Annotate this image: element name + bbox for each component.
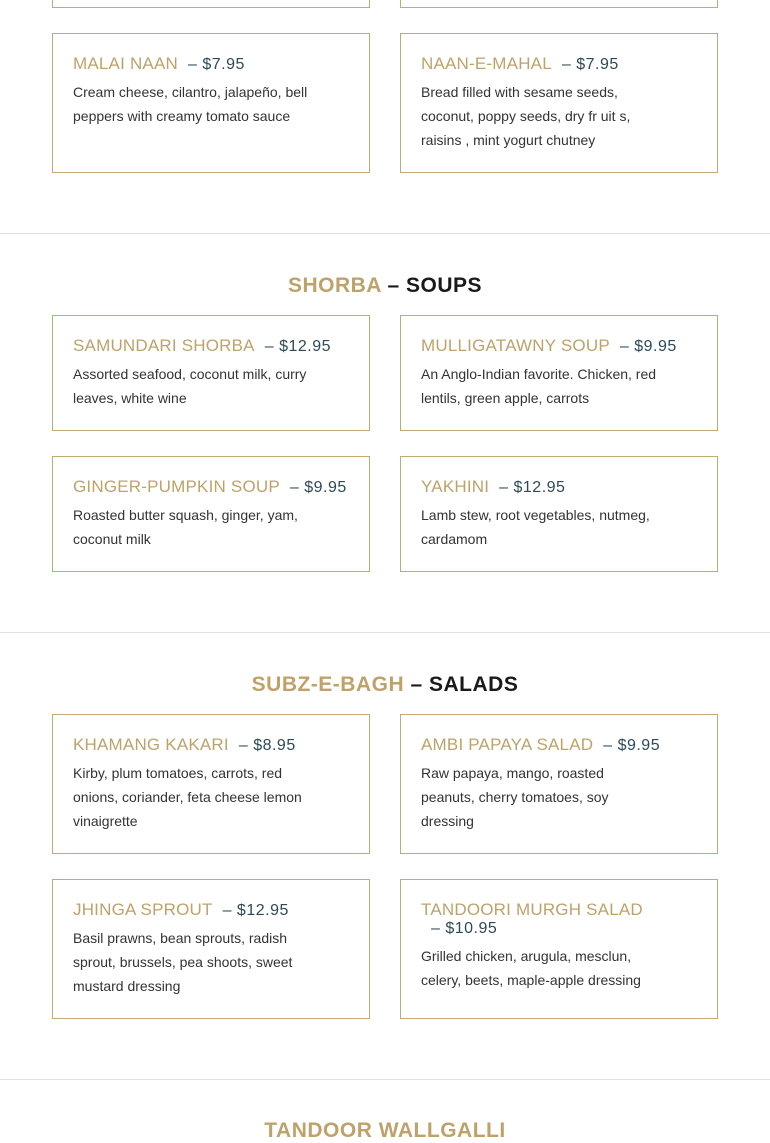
section-title-primary: SHORBA — [287, 274, 382, 297]
item-name: JHINGA SPROUT — [73, 900, 213, 919]
item-price: – $10.95 — [431, 920, 498, 937]
item-name: AMBI PAPAYA SALAD — [421, 735, 594, 754]
item-price: – $7.95 — [561, 56, 619, 73]
item-price: – $7.95 — [187, 56, 245, 73]
section-divider — [0, 632, 770, 633]
menu-item-card — [400, 879, 718, 1019]
item-price: – $9.95 — [619, 338, 677, 355]
item-description: Cream cheese, cilantro, jalapeño, bell peppers with creamy tomato sauce — [73, 84, 308, 124]
section-divider — [0, 233, 770, 234]
section-title-primary: SUBZ-E-BAGH — [251, 673, 405, 696]
item-name: SAMUNDARI SHORBA — [73, 336, 255, 355]
item-name: GINGER-PUMPKIN SOUP — [73, 477, 280, 496]
item-description: An Anglo-Indian favorite. Chicken, red lentils, green apple, carrots — [421, 366, 657, 406]
item-price: – $9.95 — [289, 479, 347, 496]
item-name: YAKHINI — [421, 477, 490, 496]
section-title-primary: TANDOOR WALLGALLI — [264, 1119, 506, 1142]
item-description: Roasted butter squash, ginger, yam, coconut milk — [73, 507, 298, 547]
item-description: Raw papaya, mango, roasted peanuts, cherry tomatoes, soy dressing — [421, 765, 609, 829]
item-price: – $9.95 — [603, 737, 661, 754]
section-title-salads — [0, 673, 770, 697]
menu-item-card — [52, 315, 370, 431]
item-description: Basil prawns, bean sprouts, radish sprout, brussels, pea shoots, sweet mustard dressing — [73, 930, 293, 994]
menu-item-card — [400, 714, 718, 854]
item-description: Grilled chicken, arugula, mesclun, celery, beets, maple-apple dressing — [421, 948, 641, 988]
item-price: – $12.95 — [222, 902, 289, 919]
menu-item-card — [400, 33, 718, 173]
section-title-secondary: – SALADS — [410, 673, 519, 696]
section-title-soups — [0, 274, 770, 298]
menu-item-card — [52, 879, 370, 1019]
item-price: – $12.95 — [499, 479, 566, 496]
item-description: Kirby, plum tomatoes, carrots, red onions, coriander, feta cheese lemon vinaigrette — [73, 765, 302, 829]
item-description: Bread filled with sesame seeds, coconut, poppy seeds, dry fr uit s, raisins , mint yogurt chutney — [421, 84, 631, 148]
card-bottom-edge — [400, 0, 718, 8]
menu-item-card — [400, 456, 718, 572]
item-name: MULLIGATAWNY SOUP — [421, 336, 610, 355]
menu-item-card — [52, 714, 370, 854]
item-name: TANDOORI MURGH SALAD — [421, 900, 643, 919]
item-name: KHAMANG KAKARI — [73, 735, 229, 754]
item-description: Lamb stew, root vegetables, nutmeg, cardamom — [421, 507, 650, 547]
item-description: Assorted seafood, coconut milk, curry leaves, white wine — [73, 366, 307, 406]
section-title-next — [0, 1119, 770, 1143]
menu-item-card — [52, 456, 370, 572]
item-price: – $8.95 — [238, 737, 296, 754]
item-price: – $12.95 — [264, 338, 332, 355]
section-title-secondary: – SOUPS — [387, 274, 483, 297]
menu-item-card — [52, 33, 370, 173]
menu-item-card — [400, 315, 718, 431]
card-bottom-edge — [52, 0, 370, 8]
item-name: NAAN-E-MAHAL — [421, 54, 552, 73]
item-name: MALAI NAAN — [73, 54, 178, 73]
section-divider — [0, 1079, 770, 1080]
